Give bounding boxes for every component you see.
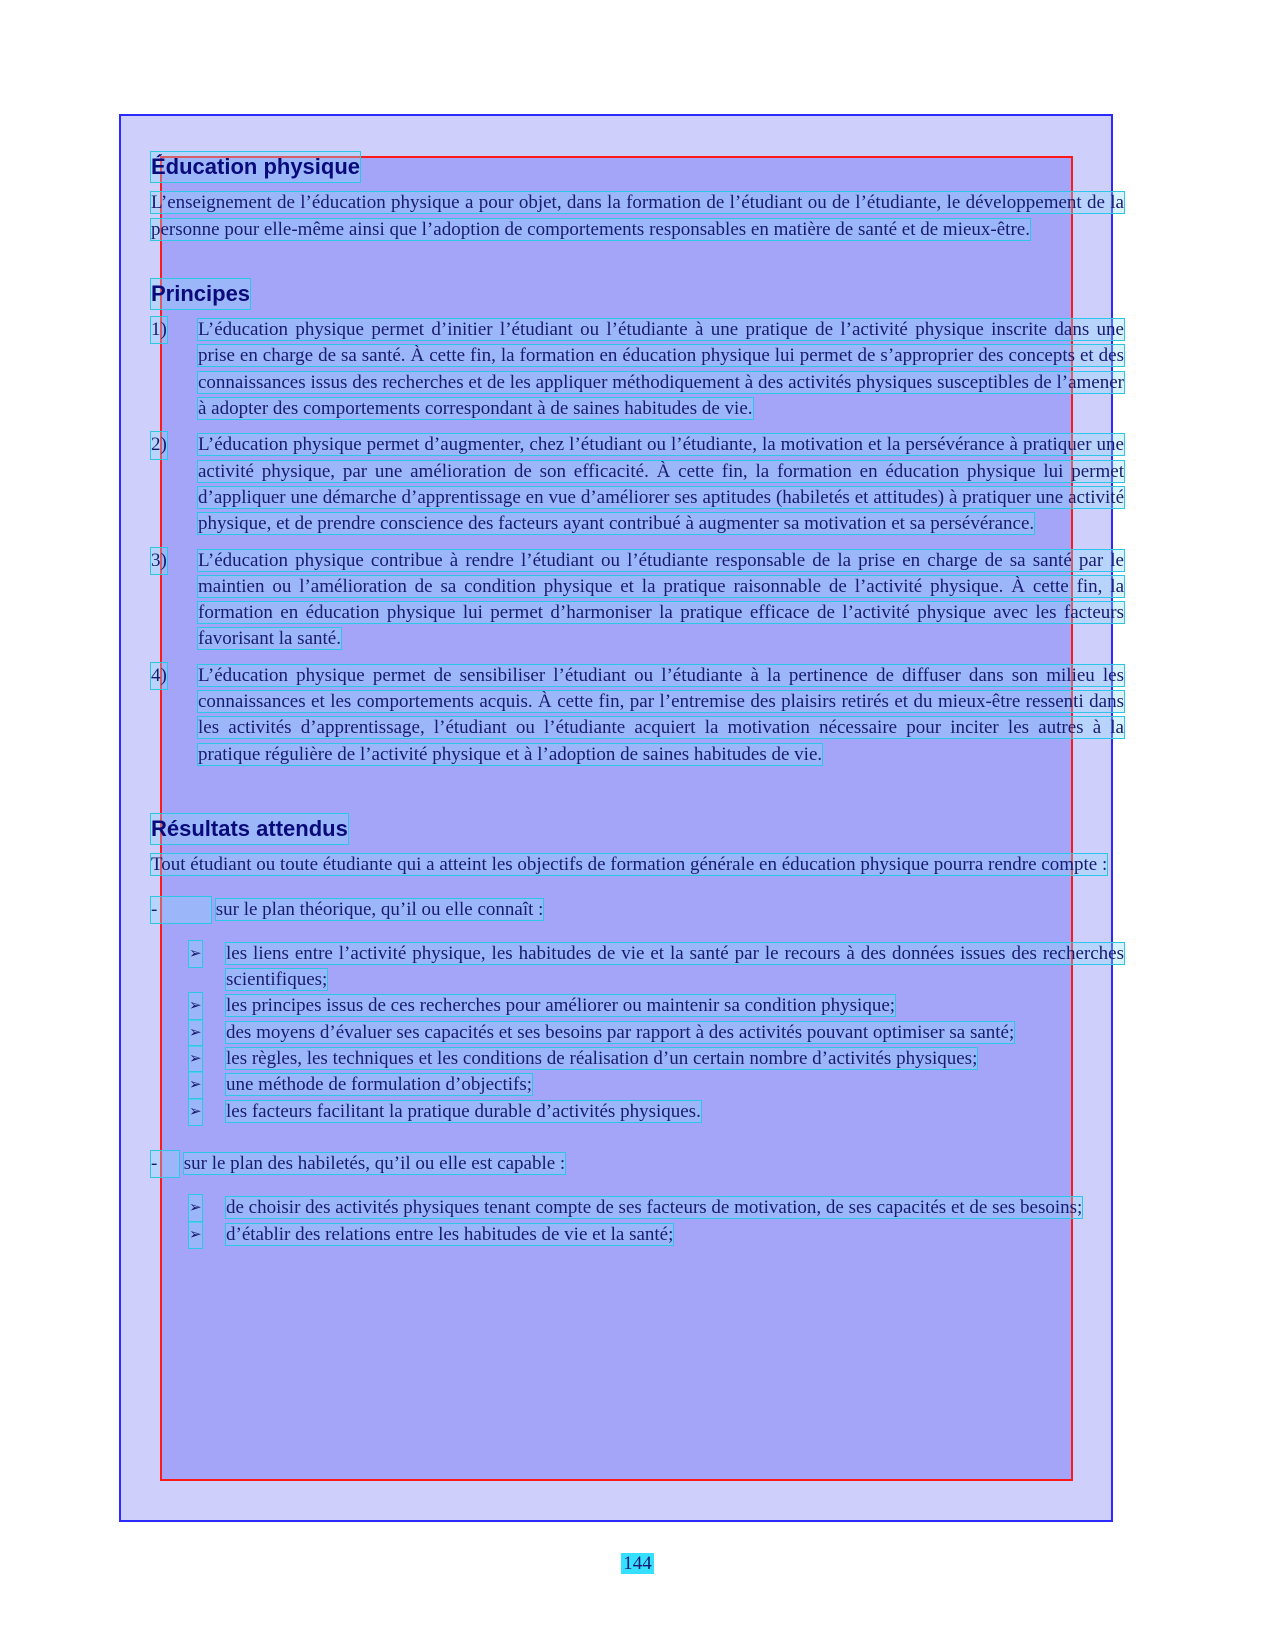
list-item: ➢ des moyens d’évaluer ses capacités et ses besoins par rapport à des activités pouvant optimiser sa santé; [151, 1020, 1124, 1046]
principle-item: 3) L’éducation physique contribue à rendre l’étudiant ou l’étudiante responsable de la prise en charge de sa santé par le maintien ou l’amélioration de sa condition physique et la pratique raisonnable de l’activité physique. À cette fin, la formation en éducation physique lui permet d’harmoniser la pratique efficace de l’activité physique avec les facteurs favorisant la santé. [151, 549, 1124, 650]
skills-lead: - sur le plan des habiletés, qu’il ou elle est capable : [151, 1151, 1124, 1177]
list-item: ➢ les principes issus de ces recherches pour améliorer ou maintenir sa condition physique; [151, 993, 1124, 1019]
list-item: ➢ les liens entre l’activité physique, les habitudes de vie et la santé par le recours à des données issues des recherches scientifiques; [189, 942, 1124, 991]
theory-list [151, 941, 1124, 1125]
list-item: ➢ d’établir des relations entre les habitudes de vie et la santé; [151, 1222, 1124, 1248]
arrow-bullet-icon: ➢ [189, 1020, 202, 1046]
arrow-bullet-icon: ➢ [189, 993, 202, 1019]
arrow-bullet-icon: ➢ [189, 1072, 202, 1098]
section-title-resultats: Résultats attendus [151, 814, 348, 844]
page-number: 144 [623, 1553, 652, 1574]
arrow-bullet-icon: ➢ [189, 1195, 202, 1221]
arrow-bullet-icon: ➢ [189, 941, 202, 967]
arrow-bullet-icon: ➢ [189, 1099, 202, 1125]
list-item: ➢ une méthode de formulation d’objectifs; [151, 1072, 1124, 1098]
document-body [151, 148, 1124, 1248]
results-intro: Tout étudiant ou toute étudiante qui a atteint les objectifs de formation générale en éducation physique pourra rendre compte : [151, 854, 1108, 876]
list-item: ➢ de choisir des activités physiques tenant compte de ses facteurs de motivation, de ses capacités et de ses besoins; [151, 1195, 1124, 1221]
theory-lead: - sur le plan théorique, qu’il ou elle connaît : [151, 897, 1124, 923]
principle-item: 1) L’éducation physique permet d’initier l’étudiant ou l’étudiante à une pratique de l’activité physique inscrite dans une prise en charge de sa santé. À cette fin, la formation en éducation physique lui permet de s’approprier des concepts et des connaissances issus des recherches et de les appliquer méthodiquement à des activités physiques susceptibles de l’amener à adopter des comportements correspondant à de saines habitudes de vie. [151, 319, 1124, 420]
skills-list [151, 1195, 1124, 1248]
list-item: ➢ les règles, les techniques et les conditions de réalisation d’un certain nombre d’activités physiques; [151, 1046, 1124, 1072]
arrow-bullet-icon: ➢ [189, 1046, 202, 1072]
section-title-education: Éducation physique [151, 152, 360, 182]
principle-item: 2) L’éducation physique permet d’augmenter, chez l’étudiant ou l’étudiante, la motivation et la persévérance à pratiquer une activité physique, par une amélioration de son efficacité. À cette fin, la formation en éducation physique lui permet d’appliquer une démarche d’apprentissage en vue d’améliorer ses aptitudes (habiletés et attitudes) à pratiquer une activité physique, et de prendre conscience des facteurs ayant contribué à augmenter sa motivation et sa persévérance. [151, 434, 1124, 535]
arrow-bullet-icon: ➢ [189, 1222, 202, 1248]
list-item: ➢ les facteurs facilitant la pratique durable d’activités physiques. [151, 1099, 1124, 1125]
principles-list [151, 317, 1124, 768]
section-title-principes: Principes [151, 279, 250, 309]
intro-paragraph: L’enseignement de l’éducation physique a pour objet, dans la formation de l’étudiant ou de l’étudiante, le développement de la personne pour elle-même ainsi que l’adoption de comportements responsables en matière de santé et de mieux-être. [151, 192, 1124, 240]
principle-item: 4) L’éducation physique permet de sensibiliser l’étudiant ou l’étudiante à la pertinence de diffuser dans son milieu les connaissances et les comportements acquis. À cette fin, par l’entremise des plaisirs retirés et du mieux-être ressenti dans les activités d’apprentissage, l’étudiant ou l’étudiante acquiert la motivation nécessaire pour inciter les autres à la pratique régulière de l’activité physique et à l’adoption de saines habitudes de vie. [151, 664, 1124, 765]
